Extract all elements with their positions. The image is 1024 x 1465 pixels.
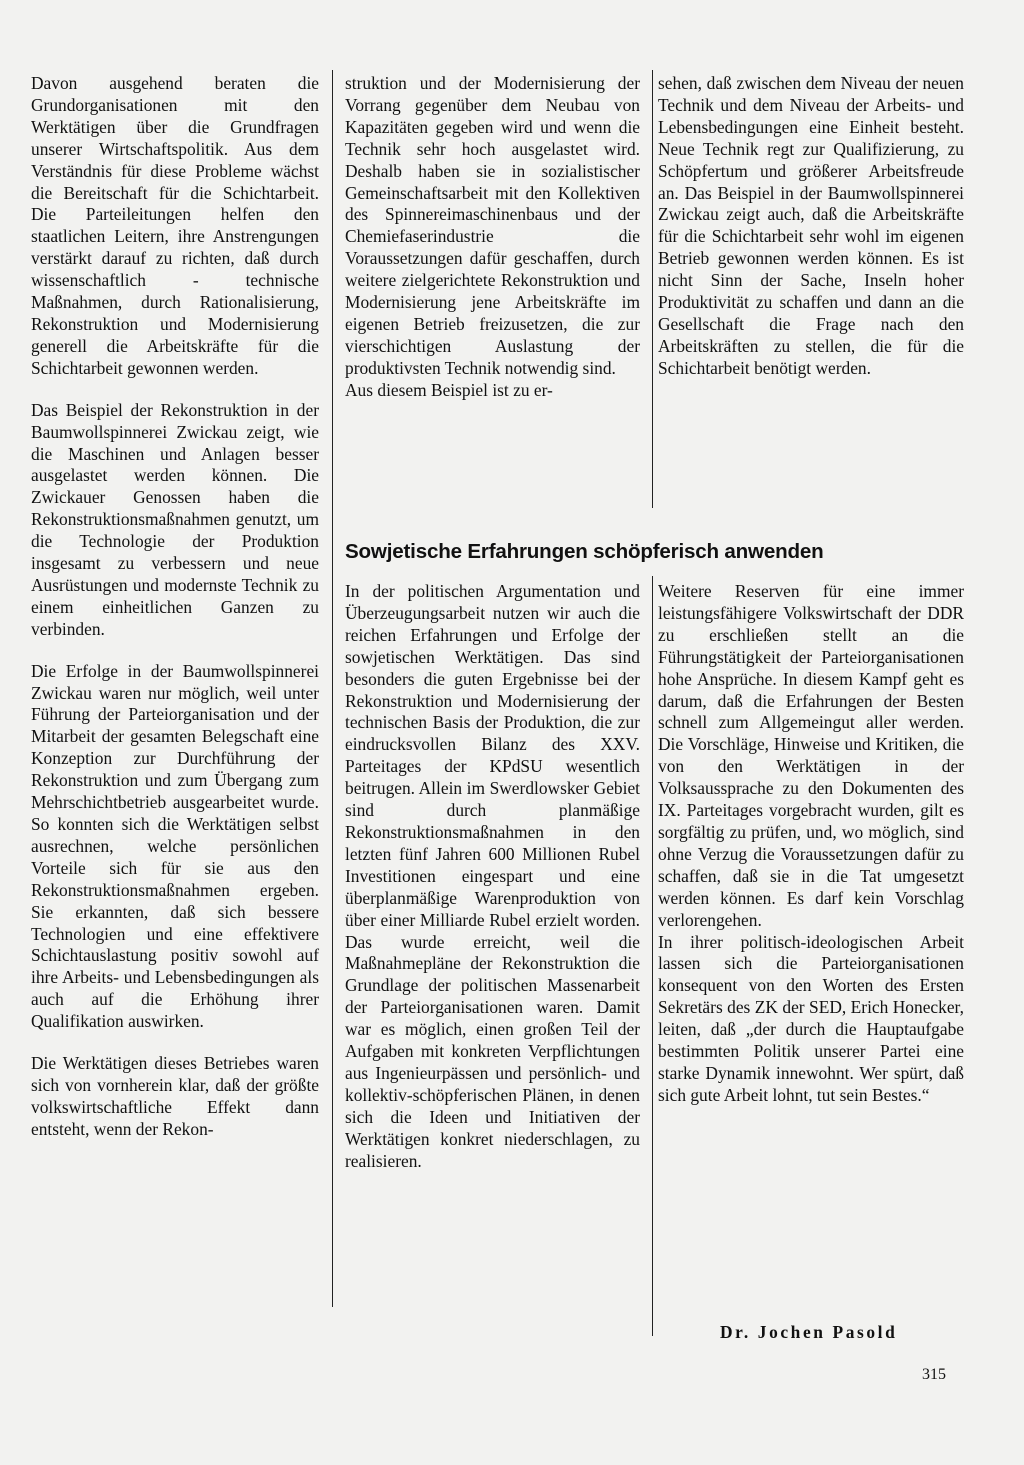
- paragraph: Die Erfolge in der Baumwollspinnerei Zwickau waren nur möglich, weil unter Führung der Parteiorganisation und der Mitarbeit der gesamten Belegschaft eine Konzeption zur Durchführung der Rekonstruktion und zum Übergang zum Mehrschichtbetrieb ausgearbeitet wurde. So konnten sich die Werktätigen selbst ausrechnen, welche persönlichen Vorteile sich für sie aus den Rekonstruktionsmaßnahmen ergeben. Sie erkannten, daß sich bessere Technologien und eine effektivere Schichtauslastung positiv sowohl auf ihre Arbeits- und Lebensbedingungen als auch auf die Erhöhung ihrer Qualifikation auswirken.: [31, 660, 319, 1032]
- paragraph: In der politischen Argumentation und Überzeugungsarbeit nutzen wir auch die reichen Erfahrungen und Erfolge der sowjetischen Werktätigen. Das sind besonders die guten Ergebnisse bei der Rekonstruktion und Modernisierung der technischen Basis der Produktion, die zur eindrucksvollen Bilanz des XXV. Parteitages der KPdSU wesentlich beitrugen. Allein im Swerdlowsker Gebiet sind durch planmäßige Rekonstruktionsmaßnahmen in den letzten fünf Jahren 600 Millionen Rubel Investitionen eingespart und eine überplanmäßige Warenproduktion von über einer Milliarde Rubel erzielt worden. Das wurde erreicht, weil die Maßnahmepläne der Rekonstruktion die Grundlage der politischen Massenarbeit der Parteiorganisationen waren. Damit war es möglich, einen großen Teil der Aufgaben mit konkreten Verpflichtungen aus Ingenieurpässen und persönlich- und kollektiv-schöpferischen Plänen, in denen sich die Ideen und Initiativen der Werktätigen konkret niederschlagen, zu realisieren.: [345, 581, 640, 1171]
- page-number: 315: [922, 1366, 946, 1383]
- author-signature: Dr. Jochen Pasold: [720, 1322, 898, 1342]
- text-column-3: [658, 73, 964, 380]
- column-divider: [652, 70, 653, 508]
- paragraph: Aus diesem Beispiel ist zu er-: [345, 379, 553, 400]
- paragraph: In ihrer politisch-ideologischen Arbeit lassen sich die Parteiorganisationen konsequent von den Worten des Ersten Sekretärs des ZK der SED, Erich Honecker, leiten, daß „der durch die Hauptaufgabe bestimmten Politik unserer Partei eine starke Dynamik innewohnt. Wer spürt, daß sich gute Arbeit lohnt, tut sein Bestes.“: [658, 931, 964, 1105]
- paragraph: Weitere Reserven für eine immer leistungsfähigere Volkswirtschaft der DDR zu erschließen stellt an die Führungstätigkeit der Parteiorganisationen hohe Ansprüche. In diesem Kampf geht es darum, daß die Erfahrungen der Besten schnell zum Allgemeingut aller werden. Die Vorschläge, Hinweise und Kritiken, die von den Werktätigen in der Volksaussprache zu den Dokumenten des IX. Parteitages vorgebracht wurden, gilt es sorgfältig zu prüfen, und, wo möglich, sind ohne Verzug die Voraussetzungen dafür zu schaffen, daß sie in die Tat umgesetzt werden können. Es darf kein Vorschlag verlorengehen.: [658, 581, 964, 930]
- paragraph: Das Beispiel der Rekonstruktion in der Baumwollspinnerei Zwickau zeigt, wie die Maschinen und Anlagen besser ausgelastet werden können. Die Zwickauer Genossen haben die Rekonstruktionsmaßnahmen genutzt, um die Technologie der Produktion insgesamt zu verbessern und neue Ausrüstungen und modernste Technik zu einem einheitlichen Ganzen zu verbinden.: [31, 399, 319, 639]
- text-column-2: [345, 73, 640, 402]
- paragraph: Davon ausgehend beraten die Grundorganisationen mit den Werktätigen über die Grundfragen unserer Wirtschaftspolitik. Aus dem Verständnis für diese Probleme wächst die Bereitschaft für die Schichtarbeit. Die Parteileitungen helfen den staatlichen Leitern, ihre Anstrengungen verstärkt darauf zu richten, daß durch wissenschaftlich - technische Maßnahmen, durch Rationalisierung, Rekonstruktion und Modernisierung generell die Arbeitskräfte für die Schichtarbeit gewonnen werden.: [31, 73, 319, 378]
- paragraph: struktion und der Modernisierung der Vorrang gegenüber dem Neubau von Kapazitäten gegeben wird und wenn die Technik sehr hoch ausgelastet wird. Deshalb haben sie in sozialistischer Gemeinschaftsarbeit mit den Kollektiven des Spinnereimaschinenbaus und der Chemiefaserindustrie die Voraussetzungen dafür geschaffen, durch weitere zielgerichtete Rekonstruktion und Modernisierung jene Arbeitskräfte im eigenen Betrieb freizusetzen, die zur vierschichtigen Auslastung der produktivsten Technik notwendig sind.: [345, 73, 640, 378]
- text-column-1: [31, 73, 319, 1141]
- paragraph: Die Werktätigen dieses Betriebes waren sich von vornherein klar, daß der größte volkswirtschaftliche Effekt dann entsteht, wenn der Rekon-: [31, 1053, 319, 1139]
- text-column-4: [345, 581, 640, 1172]
- text-column-5: [658, 581, 964, 1107]
- column-divider: [332, 70, 333, 1307]
- column-divider: [652, 576, 653, 1336]
- paragraph: sehen, daß zwischen dem Niveau der neuen Technik und dem Niveau der Arbeits- und Lebensbedingungen eine Einheit besteht. Neue Technik regt zur Qualifizierung, zu Schöpfertum und größerer Arbeitsfreude an. Das Beispiel in der Baumwollspinnerei Zwickau zeigt auch, daß die Arbeitskräfte für die Schichtarbeit sehr wohl im eigenen Betrieb gewonnen werden können. Es ist nicht Sinn der Sache, Inseln hoher Produktivität zu schaffen und dann an die Gesellschaft die Frage nach den Arbeitskräften zu stellen, die für die Schichtarbeit benötigt werden.: [658, 73, 964, 378]
- section-heading: Sowjetische Erfahrungen schöpferisch anwenden: [345, 540, 824, 563]
